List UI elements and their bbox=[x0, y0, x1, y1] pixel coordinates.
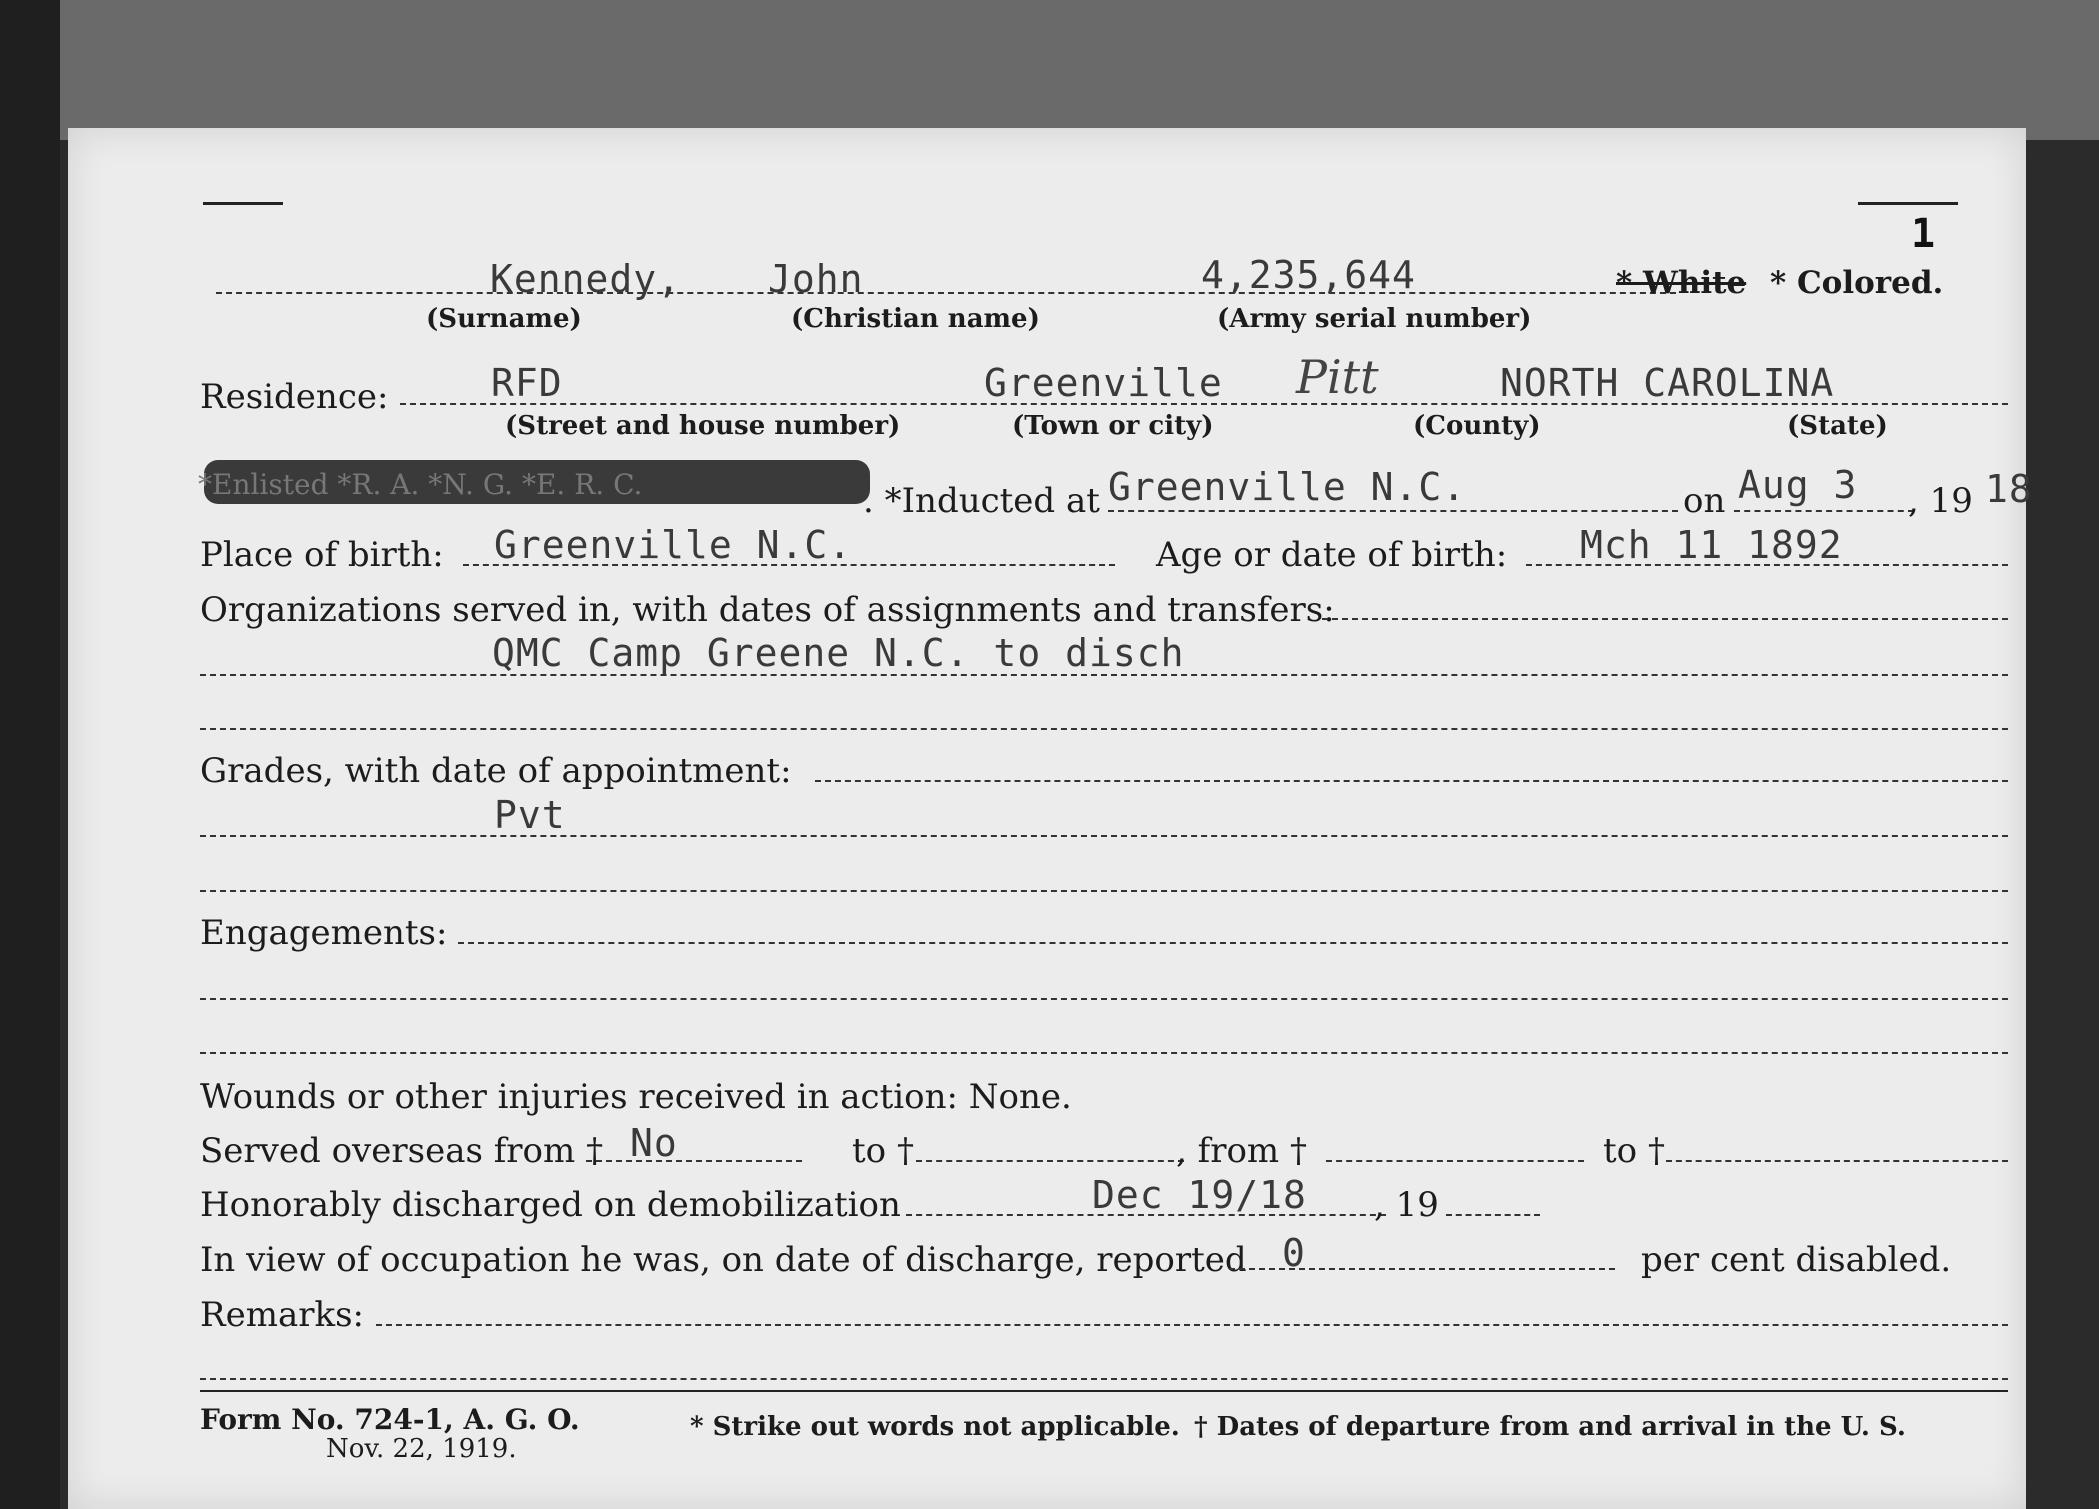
inducted-label: . *Inducted at bbox=[863, 481, 1100, 521]
grades-label: Grades, with date of appointment: bbox=[200, 751, 792, 791]
organizations-label: Organizations served in, with dates of assignments and transfers: bbox=[200, 590, 1335, 630]
race-white bbox=[1616, 265, 1747, 301]
race-white-text: * White bbox=[1616, 265, 1747, 301]
town-caption: (Town or city) bbox=[1012, 411, 1214, 441]
engagements-line-1 bbox=[458, 942, 2008, 944]
grades-value: Pvt bbox=[494, 793, 566, 837]
grades-line-1 bbox=[815, 780, 2008, 782]
dates-note: † Dates of departure from and arrival in the U. S. bbox=[1194, 1412, 1906, 1442]
overseas-to2-line bbox=[1666, 1160, 2008, 1162]
discharge-label: Honorably discharged on demobilization bbox=[200, 1185, 901, 1225]
form-number: Form No. 724-1, A. G. O. bbox=[200, 1403, 580, 1436]
organizations-value: QMC Camp Greene N.C. to disch bbox=[492, 631, 1185, 675]
name-line bbox=[216, 292, 1676, 294]
christian-name-caption: (Christian name) bbox=[791, 304, 1040, 334]
disability-suffix: per cent disabled. bbox=[1641, 1240, 1952, 1280]
county-value: Pitt bbox=[1296, 350, 1379, 404]
town-value: Greenville bbox=[984, 361, 1223, 405]
date-line bbox=[1734, 510, 1914, 512]
remarks-line-1 bbox=[376, 1324, 2008, 1326]
serial-number-caption: (Army serial number) bbox=[1217, 304, 1532, 334]
discharge-year-line bbox=[1446, 1214, 1540, 1216]
inducted-line bbox=[1108, 510, 1678, 512]
card-number: 1 bbox=[1911, 211, 1937, 257]
engagements-label: Engagements: bbox=[200, 913, 448, 953]
surname-value: Kennedy, bbox=[490, 257, 682, 301]
state-value: NORTH CAROLINA bbox=[1500, 361, 1835, 405]
wounds-label: Wounds or other injuries received in action: None. bbox=[200, 1077, 1072, 1117]
organizations-line-1 bbox=[1322, 618, 2008, 620]
inducted-place-value: Greenville N.C. bbox=[1108, 465, 1467, 509]
street-caption: (Street and house number) bbox=[505, 411, 901, 441]
overseas-from-value: No bbox=[630, 1121, 678, 1165]
state-caption: (State) bbox=[1787, 411, 1888, 441]
overseas-from2-line bbox=[1326, 1160, 1584, 1162]
disability-label: In view of occupation he was, on date of discharge, reported bbox=[200, 1240, 1247, 1280]
grades-line-2 bbox=[200, 835, 2008, 837]
scanner-background-left bbox=[0, 0, 60, 1509]
engagements-line-2 bbox=[200, 998, 2008, 1000]
overseas-to-label: to † bbox=[852, 1131, 914, 1171]
service-record-card bbox=[68, 128, 2033, 1509]
date-of-birth-label: Age or date of birth: bbox=[1156, 535, 1508, 575]
race-colored: * Colored. bbox=[1770, 265, 1944, 301]
residence-label: Residence: bbox=[200, 377, 389, 417]
form-date: Nov. 22, 1919. bbox=[326, 1434, 517, 1464]
year-prefix: , 19 bbox=[1908, 481, 1973, 521]
top-left-mark bbox=[203, 202, 283, 205]
on-label: on bbox=[1683, 481, 1726, 521]
discharge-year-label: , 19 bbox=[1374, 1185, 1439, 1225]
grades-line-3 bbox=[200, 890, 2008, 892]
overseas-to2-label: to † bbox=[1603, 1131, 1665, 1171]
place-of-birth-label: Place of birth: bbox=[200, 535, 444, 575]
overseas-to-line bbox=[916, 1160, 1184, 1162]
struck-enlistment-options: *Enlisted *R. A. *N. G. *E. R. C. bbox=[198, 468, 643, 501]
footer-rule bbox=[200, 1390, 2008, 1392]
served-overseas-label: Served overseas from † bbox=[200, 1131, 604, 1171]
street-value: RFD bbox=[491, 361, 563, 405]
remarks-label: Remarks: bbox=[200, 1295, 364, 1335]
place-of-birth-value: Greenville N.C. bbox=[494, 523, 853, 567]
date-of-birth-value: Mch 11 1892 bbox=[1580, 523, 1843, 567]
strike-out-note: * Strike out words not applicable. bbox=[690, 1412, 1180, 1442]
organizations-line-3 bbox=[200, 728, 2008, 730]
top-right-mark bbox=[1858, 202, 1958, 205]
overseas-from-line bbox=[586, 1160, 802, 1162]
overseas-from2-label: , from † bbox=[1176, 1131, 1307, 1171]
christian-name-value: John bbox=[768, 257, 864, 301]
serial-number-value: 4,235,644 bbox=[1201, 253, 1416, 297]
induction-date-value: Aug 3 bbox=[1738, 463, 1858, 507]
disability-value: 0 bbox=[1282, 1231, 1306, 1275]
engagements-line-3 bbox=[200, 1052, 2008, 1054]
county-caption: (County) bbox=[1413, 411, 1541, 441]
surname-caption: (Surname) bbox=[426, 304, 582, 334]
remarks-line-2 bbox=[200, 1378, 2008, 1380]
induction-year-value: 18 bbox=[1985, 467, 2033, 511]
discharge-date-value: Dec 19/18 bbox=[1092, 1173, 1307, 1217]
scanner-background-top bbox=[0, 0, 2099, 140]
